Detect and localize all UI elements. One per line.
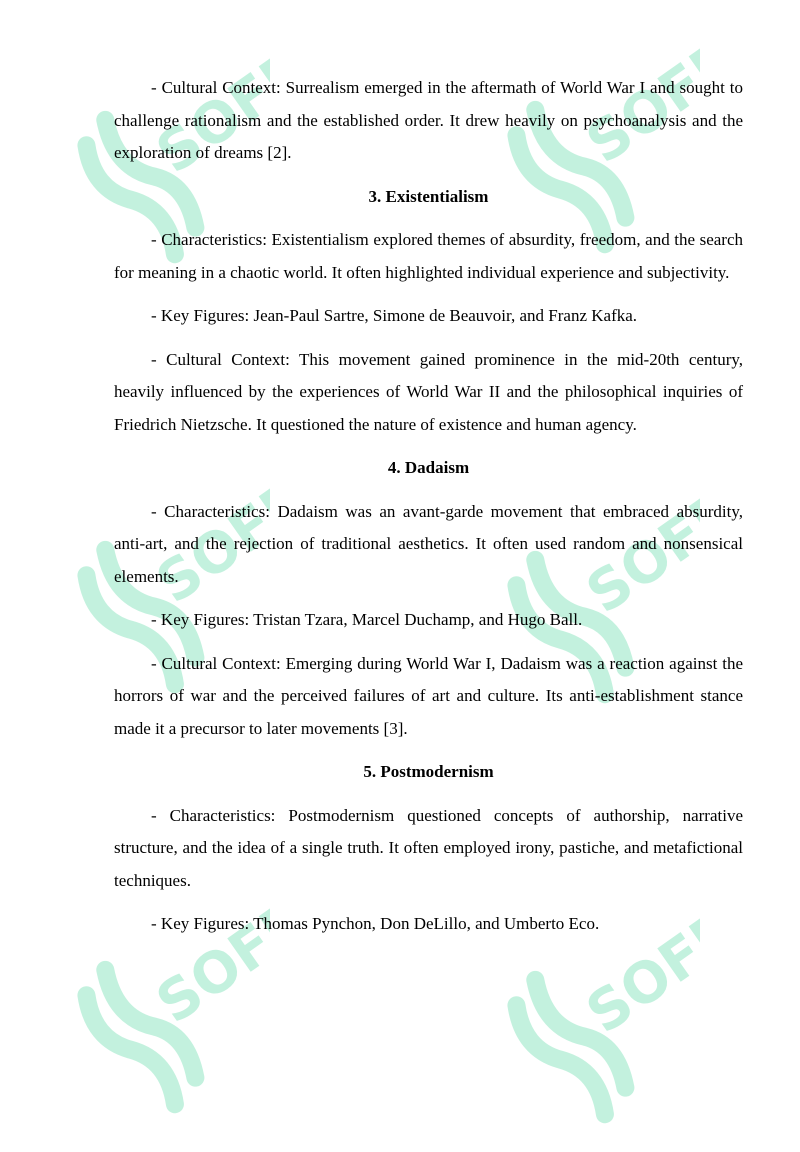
paragraph: - Cultural Context: Emerging during World War I, Dadaism was a reaction against the horrors of war and the perceived failures of art and culture. Its anti-establishment stance made it a precursor to later movements [3]. [114, 653, 743, 738]
paragraph: - Characteristics: Dadaism was an avant-garde movement that embraced absurdity, anti-art, and the rejection of traditional aesthetics. It often used random and nonsensical elements. [114, 501, 743, 586]
svg-text:SOFF: SOFF [575, 30, 700, 177]
section-heading: 4. Dadaism [387, 458, 470, 477]
svg-text:SOFF: SOFF [145, 890, 270, 1037]
svg-text:SOFF: SOFF [145, 470, 270, 617]
document-body [114, 72, 743, 952]
paragraph: - Cultural Context: This movement gained prominence in the mid-20th century, heavily influenced by the experiences of World War II and the philosophical inquiries of Friedrich Nietzsche. It questioned the nature of existence and human agency. [114, 349, 743, 434]
section-heading: 5. Postmodernism [363, 762, 494, 781]
paragraph: - Key Figures: Tristan Tzara, Marcel Duchamp, and Hugo Ball. [151, 610, 583, 629]
paragraph: - Characteristics: Postmodernism questioned concepts of authorship, narrative structure, and the idea of a single truth. It often employed irony, pastiche, and metafictional techniques. [114, 805, 743, 890]
section-heading: 3. Existentialism [368, 186, 489, 206]
svg-text:SOFF: SOFF [575, 900, 700, 1047]
paragraph: - Key Figures: Jean-Paul Sartre, Simone de Beauvoir, and Franz Kafka. [151, 306, 638, 325]
paragraph: - Key Figures: Thomas Pynchon, Don DeLillo, and Umberto Eco. [151, 914, 600, 933]
svg-text:SOFF: SOFF [145, 40, 270, 187]
svg-text:SOFF: SOFF [575, 480, 700, 627]
paragraph: - Characteristics: Existentialism explored themes of absurdity, freedom, and the search for meaning in a chaotic world. It often highlighted individual experience and subjectivity. [114, 230, 743, 282]
paragraph: - Cultural Context: Surrealism emerged in the aftermath of World War I and sought to challenge rationalism and the established order. It drew heavily on psychoanalysis and the exploration of dreams [2]. [114, 78, 743, 162]
